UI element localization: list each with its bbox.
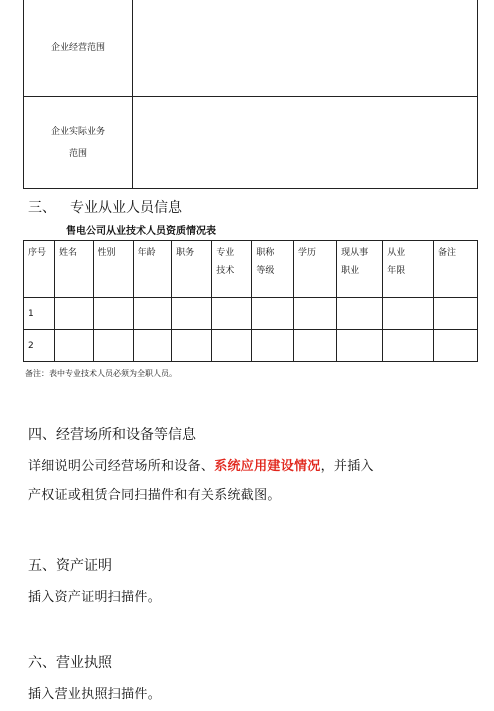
table-cell[interactable] [337, 298, 383, 330]
table-cell[interactable] [383, 330, 434, 362]
staff-table-title: 售电公司从业技术人员资质情况表 [66, 226, 216, 237]
table-header-text: 现从事 [341, 248, 369, 258]
table-cell[interactable] [133, 298, 172, 330]
section6-body: 插入营业执照扫描件。 [28, 687, 162, 702]
table-cell[interactable] [383, 298, 434, 330]
table-cell[interactable] [212, 330, 252, 362]
table-cell[interactable] [133, 330, 172, 362]
section3-title: 专业从业人员信息 [70, 200, 182, 216]
scope-row-actual [24, 97, 478, 189]
table-header-text: 姓名 [58, 248, 77, 258]
table-row [24, 298, 478, 330]
section4-body [28, 452, 478, 510]
scope-value-registered[interactable] [133, 0, 478, 97]
table-header-text: 职务 [176, 248, 195, 258]
scope-label-registered: 企业经营范围 [24, 0, 133, 97]
section5-body: 插入资产证明扫描件。 [28, 590, 162, 605]
scope-label-actual-line2: 范围 [68, 148, 87, 159]
table-header-text: 专业 [216, 248, 235, 258]
table-cell[interactable] [434, 330, 478, 362]
table-header-text: 职业 [341, 266, 360, 276]
table-header-text: 学历 [297, 248, 316, 258]
business-scope-table [23, 0, 478, 189]
table-header-cell [337, 241, 383, 298]
table-cell[interactable] [172, 330, 212, 362]
section4-text-after: ，并插入 [320, 459, 374, 474]
table-row [24, 330, 478, 362]
table-cell[interactable] [212, 298, 252, 330]
table-header-cell [383, 241, 434, 298]
scope-label-actual [24, 97, 133, 189]
table-cell[interactable] [54, 330, 93, 362]
scope-row-registered [24, 0, 478, 97]
staff-table-note: 备注：表中专业技术人员必须为全职人员。 [25, 369, 177, 378]
section4-line1 [28, 452, 478, 481]
table-cell[interactable] [93, 330, 133, 362]
table-header-cell [24, 241, 55, 298]
table-header-cell [172, 241, 212, 298]
section4-heading: 四、经营场所和设备等信息 [28, 427, 196, 443]
table-header-text: 性别 [97, 248, 116, 258]
section5-heading: 五、资产证明 [28, 558, 112, 574]
table-header-text: 等级 [256, 266, 275, 276]
table-header-cell [133, 241, 172, 298]
table-header-text: 技术 [216, 266, 235, 276]
table-cell[interactable] [252, 330, 294, 362]
table-cell[interactable] [337, 330, 383, 362]
table-header-cell [54, 241, 93, 298]
table-header-text: 从业 [387, 248, 406, 258]
table-cell[interactable] [54, 298, 93, 330]
section6-heading: 六、营业执照 [28, 655, 112, 671]
table-cell[interactable] [252, 298, 294, 330]
table-cell[interactable] [172, 298, 212, 330]
table-cell[interactable] [434, 298, 478, 330]
section4-text-highlight: 系统应用建设情况 [214, 459, 321, 474]
staff-table-header-row [24, 241, 478, 298]
section3-number: 三、 [28, 200, 56, 216]
table-cell[interactable] [293, 330, 336, 362]
scope-value-actual[interactable] [133, 97, 478, 189]
section4-text-before: 详细说明公司经营场所和设备、 [28, 459, 215, 474]
table-header-text: 年龄 [137, 248, 156, 258]
table-cell-index: 1 [24, 298, 55, 330]
table-header-cell [293, 241, 336, 298]
table-header-cell [252, 241, 294, 298]
table-header-cell [434, 241, 478, 298]
staff-qualification-table [23, 240, 478, 362]
scope-label-actual-line1: 企业实际业务 [50, 126, 105, 137]
section3-heading [28, 197, 182, 217]
table-header-cell [93, 241, 133, 298]
table-header-text: 序号 [28, 248, 47, 258]
table-header-text: 备注 [438, 248, 457, 258]
table-cell-index: 2 [24, 330, 55, 362]
section4-line2: 产权证或租赁合同扫描件和有关系统截图。 [28, 488, 281, 503]
table-header-text: 职称 [256, 248, 275, 258]
table-header-cell [212, 241, 252, 298]
table-cell[interactable] [93, 298, 133, 330]
table-header-text: 年限 [387, 266, 406, 276]
table-cell[interactable] [293, 298, 336, 330]
